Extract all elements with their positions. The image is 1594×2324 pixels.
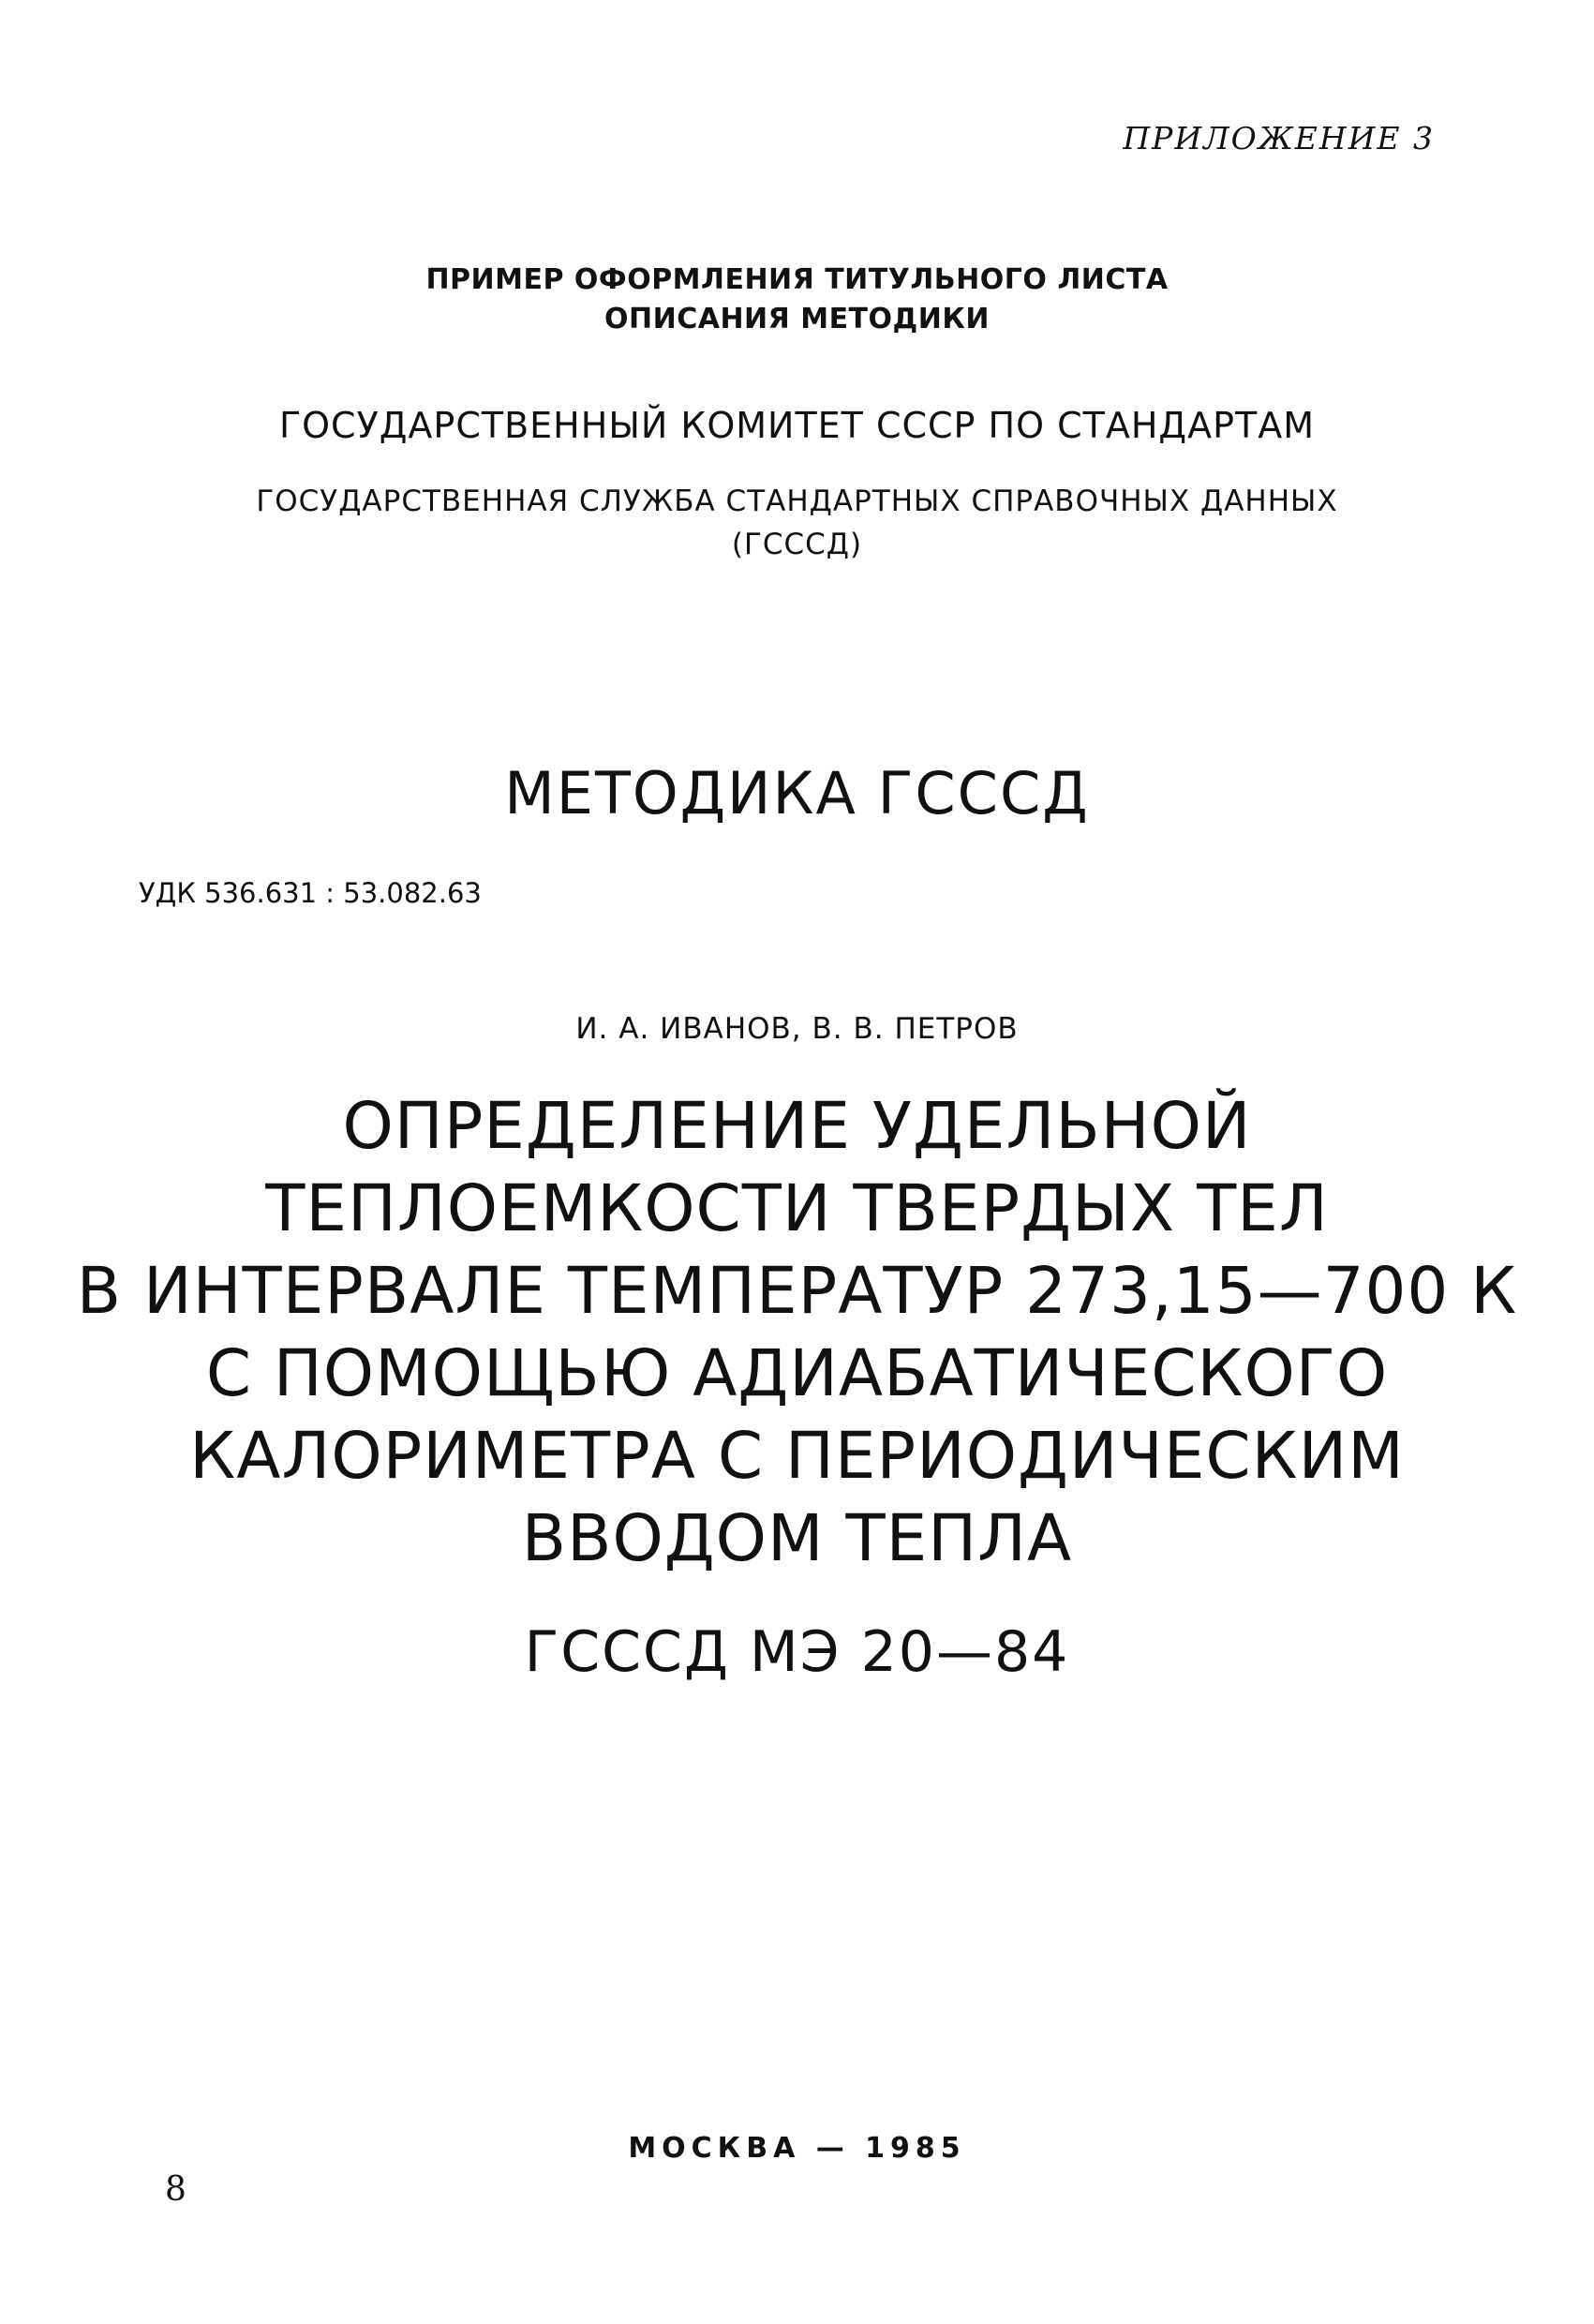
document-code: ГСССД МЭ 20—84 <box>524 1619 1070 1685</box>
main-title-line-4: С ПОМОЩЬЮ АДИАБАТИЧЕСКОГО <box>205 1336 1389 1411</box>
main-title-line-2: ТЕПЛОЕМКОСТИ ТВЕРДЫХ ТЕЛ <box>265 1171 1329 1246</box>
method-title: МЕТОДИКА ГСССД <box>504 759 1090 827</box>
main-title-line-5: КАЛОРИМЕТРА С ПЕРИОДИЧЕСКИМ <box>189 1419 1405 1494</box>
example-heading <box>0 261 1594 339</box>
main-title-line-6: ВВОДОМ ТЕПЛА <box>521 1501 1073 1576</box>
service-name-line-1: ГОСУДАРСТВЕННАЯ СЛУЖБА СТАНДАРТНЫХ СПРАВОЧНЫХ ДАННЫХ <box>256 484 1338 518</box>
example-heading-line-1: ПРИМЕР ОФОРМЛЕНИЯ ТИТУЛЬНОГО ЛИСТА <box>425 263 1169 296</box>
authors: И. А. ИВАНОВ, В. В. ПЕТРОВ <box>575 1012 1019 1046</box>
city-year: МОСКВА — 1985 <box>628 2132 966 2165</box>
udk-code: УДК 536.631 : 53.082.63 <box>139 877 482 909</box>
main-title-line-3: В ИНТЕРВАЛЕ ТЕМПЕРАТУР 273,15—700 К <box>76 1254 1518 1329</box>
main-title-line-1: ОПРЕДЕЛЕНИЕ УДЕЛЬНОЙ <box>342 1089 1252 1164</box>
page-number: 8 <box>165 2170 186 2209</box>
committee-name: ГОСУДАРСТВЕННЫЙ КОМИТЕТ СССР ПО СТАНДАРТАМ <box>278 405 1316 446</box>
appendix-label: ПРИЛОЖЕНИЕ 3 <box>1123 120 1435 156</box>
main-title <box>0 1085 1594 1580</box>
example-heading-line-2: ОПИСАНИЯ МЕТОДИКИ <box>604 303 990 335</box>
service-name-line-2: (ГСССД) <box>731 528 863 561</box>
service-name <box>0 480 1594 566</box>
